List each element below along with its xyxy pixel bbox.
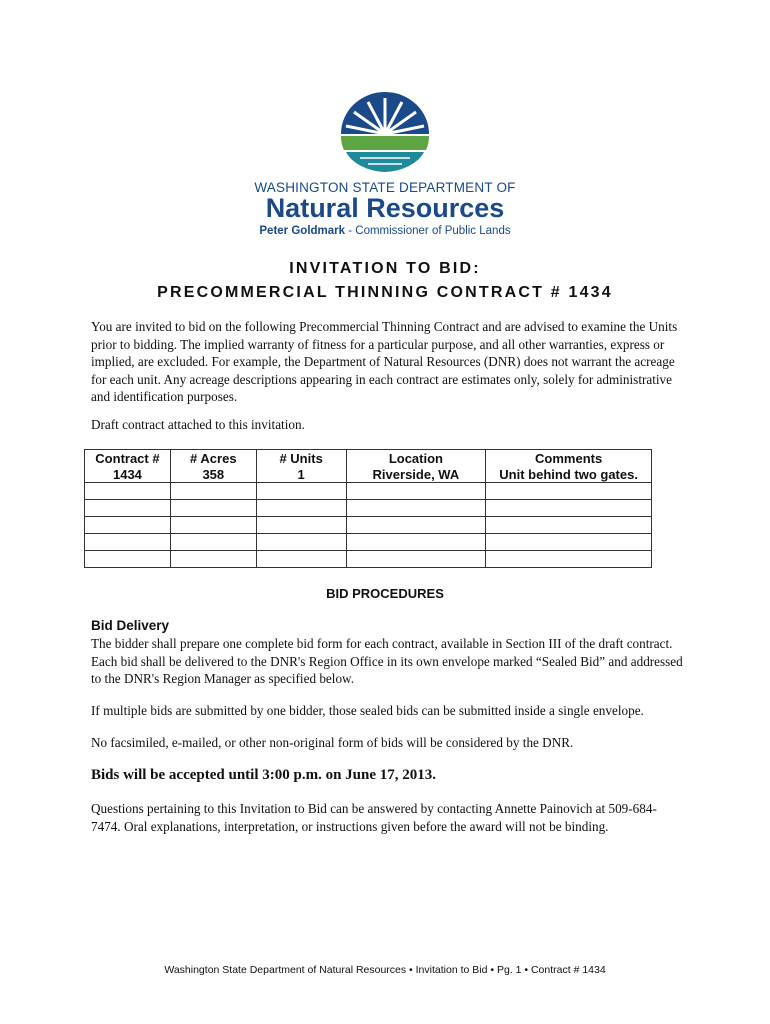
intro-paragraph: You are invited to bid on the following Precommercial Thinning Contract and are advised to examine the Units prior to bidding. The implied warranty of fitness for a particular purpose, and all other warranties, express or implied, are excluded. For example, the Department of Natural Resources (DNR) does not warrant the acreage for each unit. Any acreage descriptions appearing in each contract are estimates only, solely for administrative and identification purposes. [91,319,678,404]
cell-contract [85,483,171,500]
cell-location: Riverside, WA [346,466,486,483]
cell-location [346,551,486,568]
bid-procedures-heading: BID PROCEDURES [326,586,444,601]
page-footer: Washington State Department of Natural Resources • Invitation to Bid • Pg. 1 • Contract # 1434 [164,964,606,976]
agency-department-line: WASHINGTON STATE DEPARTMENT OF [254,180,516,195]
cell-contract [85,500,171,517]
dnr-logo-icon [338,92,432,172]
table-row [85,500,652,517]
cell-units: 1 [256,466,346,483]
cell-location [346,534,486,551]
cell-location [346,500,486,517]
agency-name: Natural Resources [265,193,505,223]
bid-delivery-subheading: Bid Delivery [91,618,170,633]
multiple-bids-paragraph: If multiple bids are submitted by one bidder, those sealed bids can be submitted inside a single envelope. [91,703,644,718]
cell-acres [170,517,256,534]
header-location: Location [346,450,486,467]
bid-delivery-paragraph: The bidder shall prepare one complete bid form for each contract, available in Section III of the draft contract. Each bid shall be delivered to the DNR's Region Office in its own envelope marked “Sealed Bid” and addressed to the DNR's Region Manager as specified below. [91,636,683,686]
cell-acres [170,534,256,551]
table-row [85,551,652,568]
table-row [85,534,652,551]
page-subtitle: PRECOMMERCIAL THINNING CONTRACT # 1434 [157,284,613,301]
table-row [85,483,652,500]
cell-comments [486,483,652,500]
cell-comments: Unit behind two gates. [486,466,652,483]
cell-units [256,534,346,551]
cell-location [346,517,486,534]
commissioner-title: - Commissioner of Public Lands [345,225,511,237]
cell-acres [170,551,256,568]
cell-contract: 1434 [85,466,171,483]
cell-contract [85,534,171,551]
header-acres: # Acres [170,450,256,467]
cell-comments [486,517,652,534]
header-comments: Comments [486,450,652,467]
draft-note: Draft contract attached to this invitation. [91,417,305,432]
cell-units [256,483,346,500]
table-row [85,466,652,483]
agency-commissioner-line [0,225,770,237]
commissioner-name: Peter Goldmark [259,225,346,237]
cell-comments [486,534,652,551]
cell-comments [486,551,652,568]
cell-contract [85,551,171,568]
questions-paragraph: Questions pertaining to this Invitation to Bid can be answered by contacting Annette Painovich at 509-684-7474. Oral explanations, interpretation, or instructions given before the award will not be binding. [91,801,657,834]
cell-units [256,500,346,517]
header-units: # Units [256,450,346,467]
cell-comments [486,500,652,517]
cell-acres: 358 [170,466,256,483]
cell-units [256,517,346,534]
bid-deadline: Bids will be accepted until 3:00 p.m. on June 17, 2013. [91,767,437,783]
contracts-table [84,449,652,568]
table-header-row [85,450,652,467]
page-title: INVITATION TO BID: [289,260,481,277]
cell-acres [170,483,256,500]
table-row [85,517,652,534]
cell-units [256,551,346,568]
cell-contract [85,517,171,534]
header-contract: Contract # [85,450,171,467]
cell-location [346,483,486,500]
no-fax-paragraph: No facsimiled, e-mailed, or other non-original form of bids will be considered by the DNR. [91,735,574,750]
cell-acres [170,500,256,517]
